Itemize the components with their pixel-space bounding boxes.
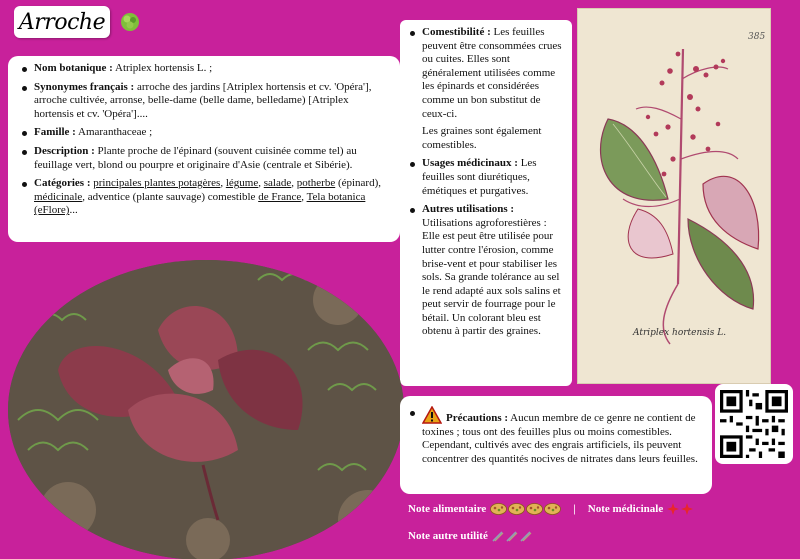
botanical-info-card (8, 56, 400, 242)
medicinal-rating-icon (667, 503, 679, 515)
medicinal-rating-icon (681, 503, 693, 515)
rating-medicinale-label: Note médicinale (587, 503, 664, 515)
info-comestibilite: Comestibilité : Les feuilles peuvent être consommées crues ou cuites. Elles sont généralement utilisées comme les épinards et considérées comme un bon substitut de ceux-ci. Les graines sont également comestibles. (404, 26, 566, 152)
plant-logo-icon (120, 12, 140, 32)
food-rating-icon (544, 503, 561, 515)
qr-code-card[interactable] (715, 384, 793, 464)
link-medicinale[interactable]: médicinale (34, 190, 83, 203)
rating-autre-label: Note autre utilité (408, 530, 488, 542)
food-rating-icon (508, 503, 525, 515)
comestibilite-graines: Les graines sont également comestibles. (422, 125, 542, 151)
info-usages-medicinaux: Usages médicinaux : Les feuilles sont diurétiques, émétiques et purgatives. (404, 157, 566, 198)
qr-code-icon[interactable] (720, 390, 788, 458)
info-description: Description : Plante proche de l'épinard (souvent cuisinée comme tel) au feuillage vert, blond ou pourpre et originaire d'Asie (centrale et Sibérie). (16, 145, 390, 172)
rating-medicinale-icons (667, 503, 693, 515)
link-principales-plantes-potageres[interactable]: principales plantes potagères (93, 177, 221, 190)
info-autres-utilisations: Autres utilisations : Utilisations agroforestières : Elle est peut être utilisée pour lutter contre l'érosion, comme brise-vent et pour stabiliser les sols. Sa grande tolérance au sel le rend adapté aux sols salins et peut servir de fourrage pour le bétail. Un colorant bleu est obtenu à partir des graines. (404, 203, 566, 339)
link-tela-botanica[interactable]: Tela botanica (eFlore) (34, 190, 366, 217)
info-synonymes: Synonymes français : arroche des jardins [Atriplex hortensis et cv. 'Opéra'], arroche cultivée, arronse, belle-dame (belle dame, belledame) [Atriplex hortensis et cv. 'Opéra'].... (16, 81, 390, 122)
info-famille: Famille : Amaranthaceae ; (16, 126, 390, 140)
link-salade[interactable]: salade (263, 177, 292, 190)
other-use-rating-icon (520, 530, 532, 542)
uses-card (400, 20, 572, 386)
other-use-rating-icon (492, 530, 504, 542)
info-categories: Catégories : principales plantes potagères, légume, salade, potherbe (épinard), médicinale, adventice (plante sauvage) comestible de France, Tela botanica (eFlore)... (16, 177, 390, 218)
rating-alimentaire (408, 503, 693, 515)
precautions-card (400, 396, 712, 494)
illustration-caption: Atriplex hortensis L. (633, 328, 727, 338)
ratings-area (408, 500, 798, 558)
other-use-rating-icon (506, 530, 518, 542)
plate-number: 385 (748, 32, 766, 42)
page-title: Arroche (18, 9, 106, 35)
link-potherbe[interactable]: potherbe (296, 177, 336, 190)
plant-photo (8, 260, 404, 559)
link-de-france[interactable]: de France (258, 190, 302, 203)
rating-alimentaire-label: Note alimentaire (408, 503, 487, 515)
food-rating-icon (526, 503, 543, 515)
info-nom-botanique: Nom botanique : Atriplex hortensis L. ; (16, 62, 390, 76)
rating-separator: | (573, 503, 576, 515)
link-legume[interactable]: légume (225, 177, 259, 190)
info-precautions: Précautions : Aucun membre de ce genre ne contient de toxines ; tous ont des feuilles plus ou moins comestibles. Cependant, cultivés avec des engrais artificiels, ils peuvent concentrer des quantités nocives de nitrates dans leurs feuilles. (404, 406, 704, 466)
warning-icon (422, 406, 442, 424)
rating-autre-icons (492, 530, 532, 542)
food-rating-icon (490, 503, 507, 515)
title-box (14, 6, 110, 38)
rating-autre (408, 530, 532, 542)
botanical-illustration (577, 8, 771, 384)
rating-alimentaire-icons (490, 503, 561, 515)
